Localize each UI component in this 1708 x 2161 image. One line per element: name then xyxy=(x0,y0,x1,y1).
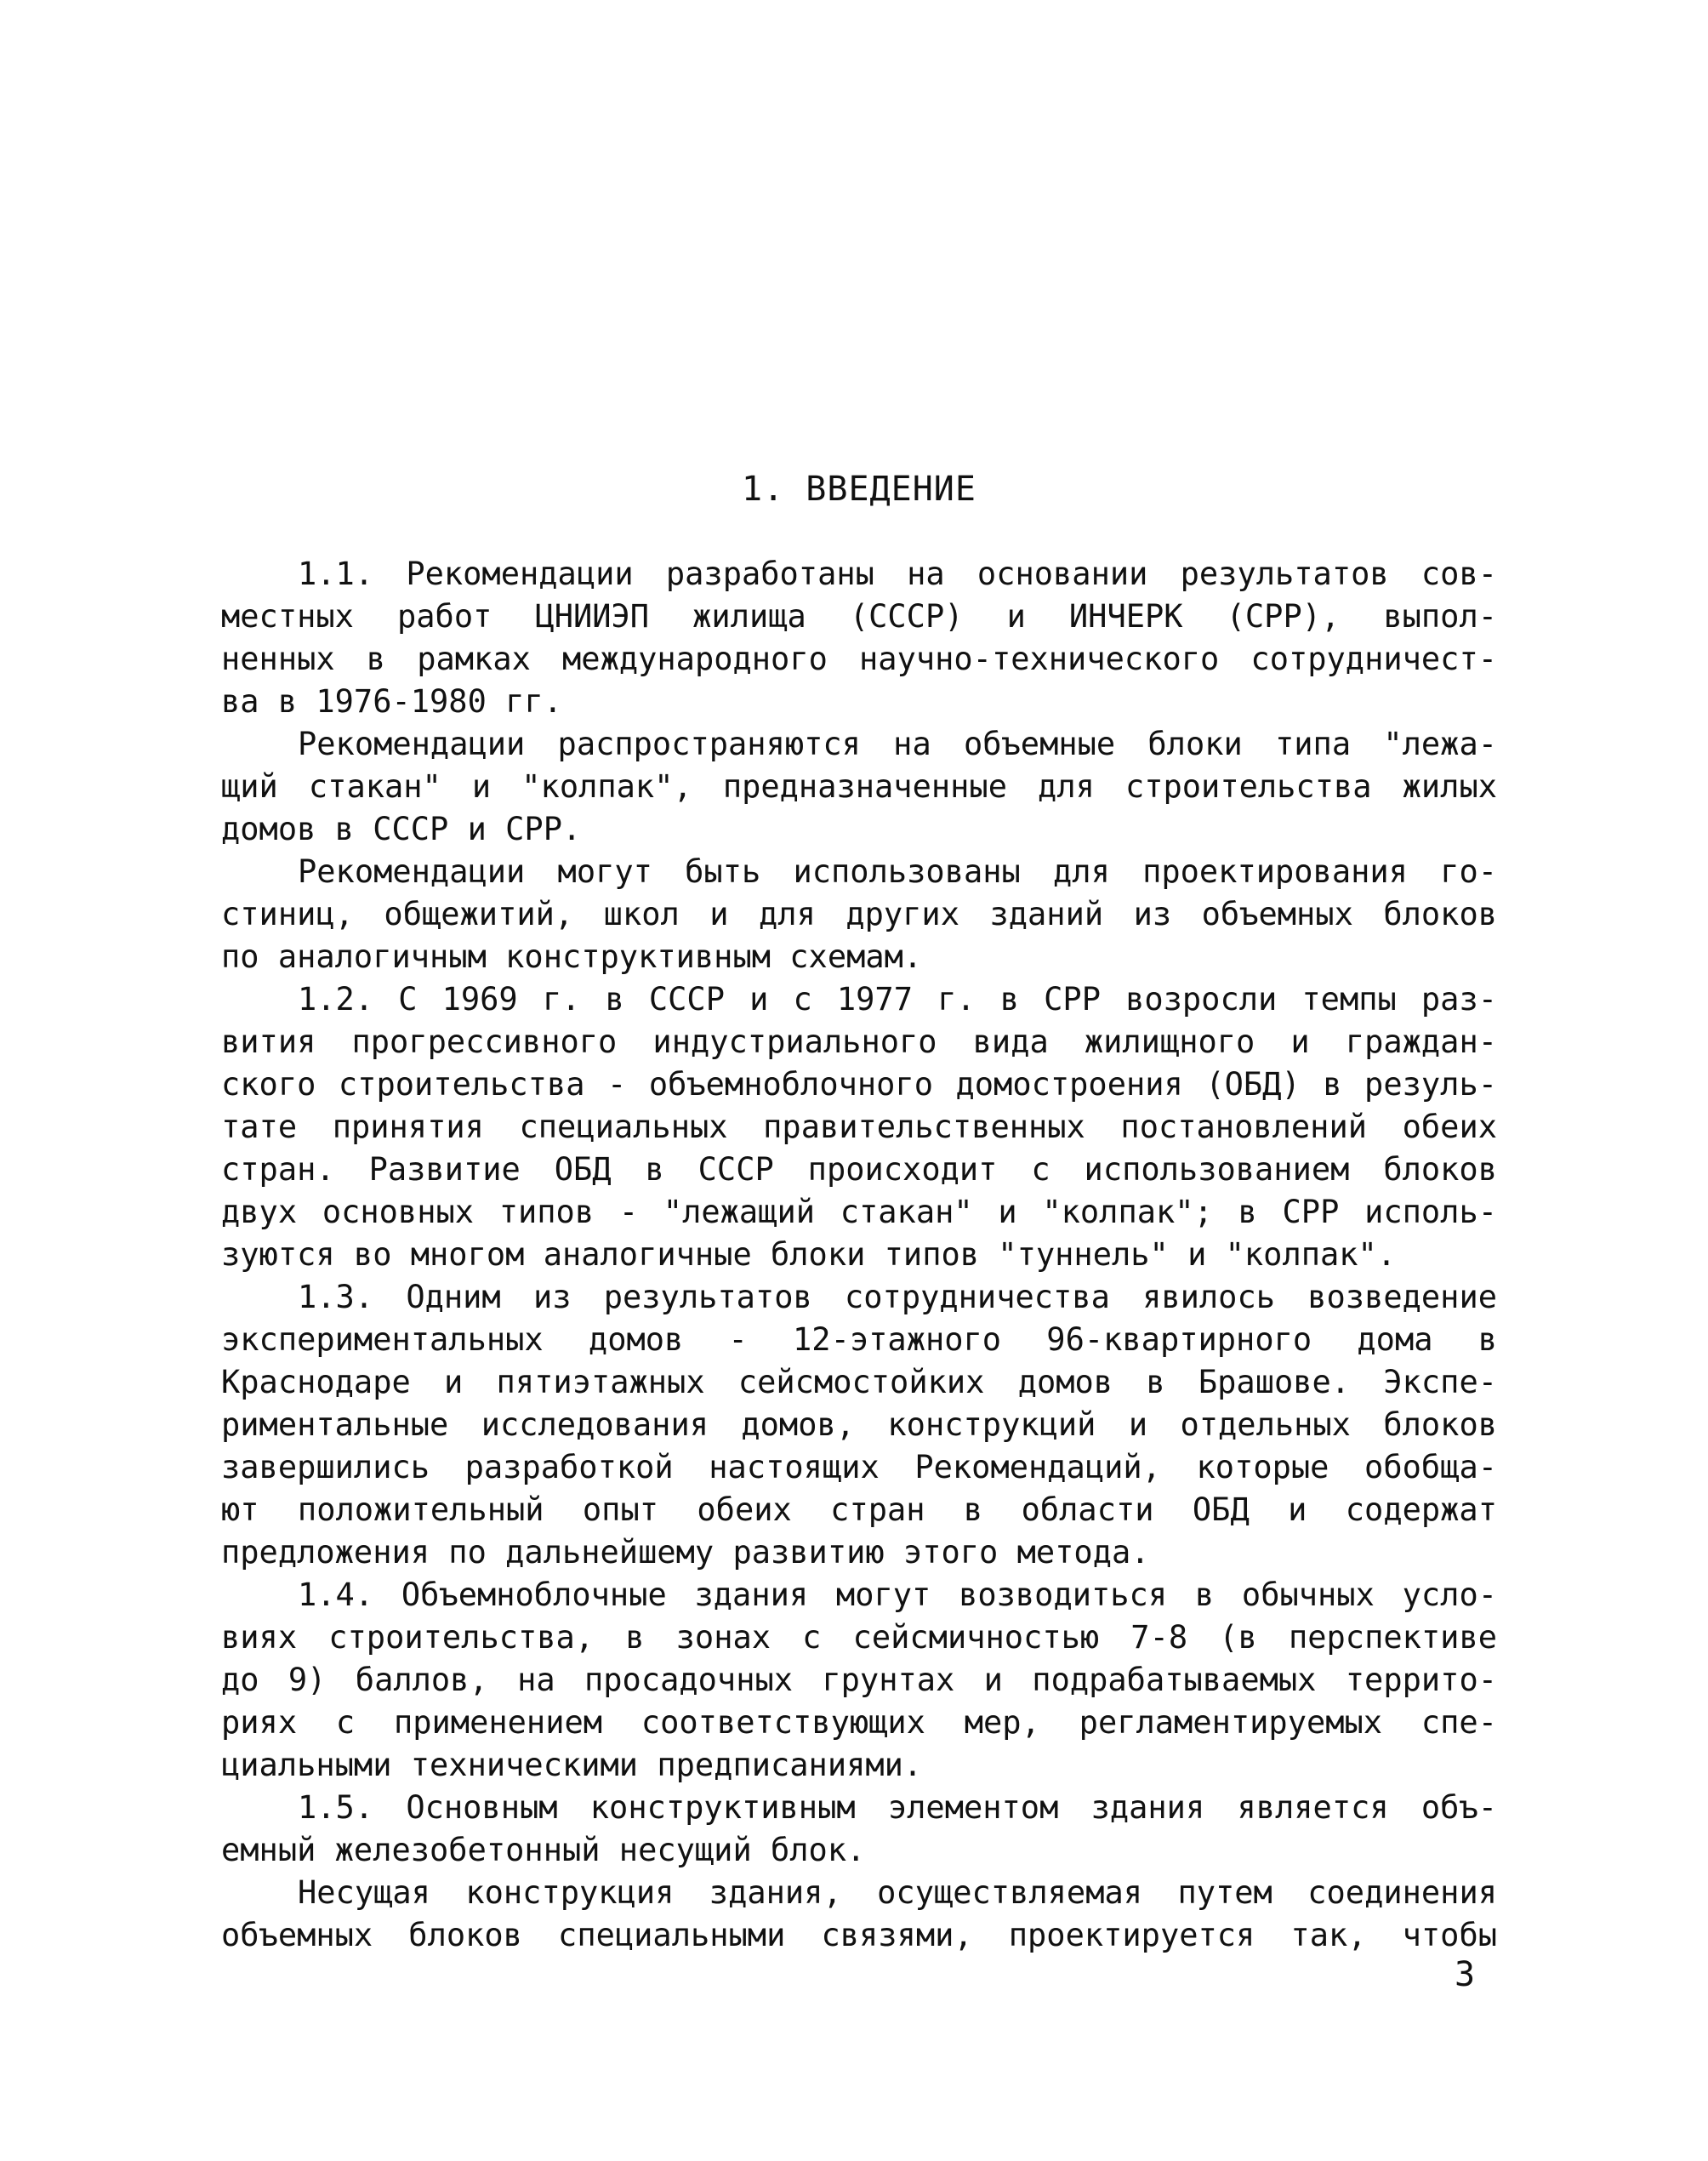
text-line: 1.1. Рекомендации разработаны на основании результатов сов- xyxy=(298,556,1497,592)
text-line: местных работ ЦНИИЭП жилища (СССР) и ИНЧЕРК (СРР), выпол- xyxy=(221,598,1497,635)
page-number: 3 xyxy=(1455,1955,1476,1994)
text-line: предложения по дальнейшему развитию этого метода. xyxy=(221,1534,1150,1571)
text-line: экспериментальных домов - 12-этажного 96-квартирного дома в xyxy=(221,1321,1497,1358)
text-line: ва в 1976-1980 гг. xyxy=(221,683,562,720)
text-line: 1.4. Объемноблочные здания могут возводиться в обычных усло- xyxy=(298,1577,1497,1613)
text-line: риментальные исследования домов, конструкций и отдельных блоков xyxy=(221,1406,1497,1443)
text-line: тате принятия специальных правительственных постановлений обеих xyxy=(221,1109,1497,1145)
text-line: Рекомендации могут быть использованы для проектирования го- xyxy=(298,853,1497,890)
body-text xyxy=(221,553,1497,1957)
paragraph-1-5 xyxy=(221,1787,1497,1872)
text-line: 1.5. Основным конструктивным элементом здания является объ- xyxy=(298,1789,1497,1826)
text-line: объемных блоков специальными связями, проектируется так, чтобы xyxy=(221,1917,1497,1953)
text-line: ют положительный опыт обеих стран в области ОБД и содержат xyxy=(221,1491,1497,1528)
text-line: по аналогичным конструктивным схемам. xyxy=(221,938,923,975)
text-line: 1.2. С 1969 г. в СССР и с 1977 г. в СРР возросли темпы раз- xyxy=(298,981,1497,1018)
paragraph-1-2 xyxy=(221,978,1497,1276)
text-line: стиниц, общежитий, школ и для других зданий из объемных блоков xyxy=(221,896,1497,932)
text-line: емный железобетонный несущий блок. xyxy=(221,1832,866,1868)
text-line: зуются во многом аналогичные блоки типов "туннель" и "колпак". xyxy=(221,1236,1397,1273)
text-line: Краснодаре и пятиэтажных сейсмостойких домов в Брашове. Экспе- xyxy=(221,1364,1497,1400)
text-line: вития прогрессивного индустриального вида жилищного и граждан- xyxy=(221,1023,1497,1060)
text-line: Несущая конструкция здания, осуществляемая путем соединения xyxy=(298,1874,1497,1911)
paragraph-1-4 xyxy=(221,1574,1497,1787)
paragraph-usage xyxy=(221,851,1497,978)
paragraph-1-3 xyxy=(221,1276,1497,1574)
section-heading: 1. ВВЕДЕНИЕ xyxy=(742,470,976,509)
text-line: циальными техническими предписаниями. xyxy=(221,1747,923,1783)
paragraph-1-1 xyxy=(221,553,1497,723)
text-line: завершились разработкой настоящих Рекомендаций, которые обобща- xyxy=(221,1449,1497,1485)
text-line: виях строительства, в зонах с сейсмичностью 7-8 (в перспективе xyxy=(221,1619,1497,1656)
text-line: щий стакан" и "колпак", предназначенные для строительства жилых xyxy=(221,768,1497,805)
text-line: домов в СССР и СРР. xyxy=(221,811,582,847)
text-line: до 9) баллов, на просадочных грунтах и подрабатываемых террито- xyxy=(221,1662,1497,1698)
text-line: двух основных типов - "лежащий стакан" и "колпак"; в СРР исполь- xyxy=(221,1194,1497,1230)
text-line: стран. Развитие ОБД в СССР происходит с использованием блоков xyxy=(221,1151,1497,1188)
text-line: риях с применением соответствующих мер, регламентируемых спе- xyxy=(221,1704,1497,1741)
text-line: ненных в рамках международного научно-технического сотрудничест- xyxy=(221,641,1497,677)
text-line: Рекомендации распространяются на объемные блоки типа "лежа- xyxy=(298,726,1497,762)
text-line: ского строительства - объемноблочного домостроения (ОБД) в резуль- xyxy=(221,1066,1497,1103)
text-line: 1.3. Одним из результатов сотрудничества явилось возведение xyxy=(298,1279,1497,1315)
paragraph-scope xyxy=(221,723,1497,851)
paragraph-structure xyxy=(221,1872,1497,1957)
